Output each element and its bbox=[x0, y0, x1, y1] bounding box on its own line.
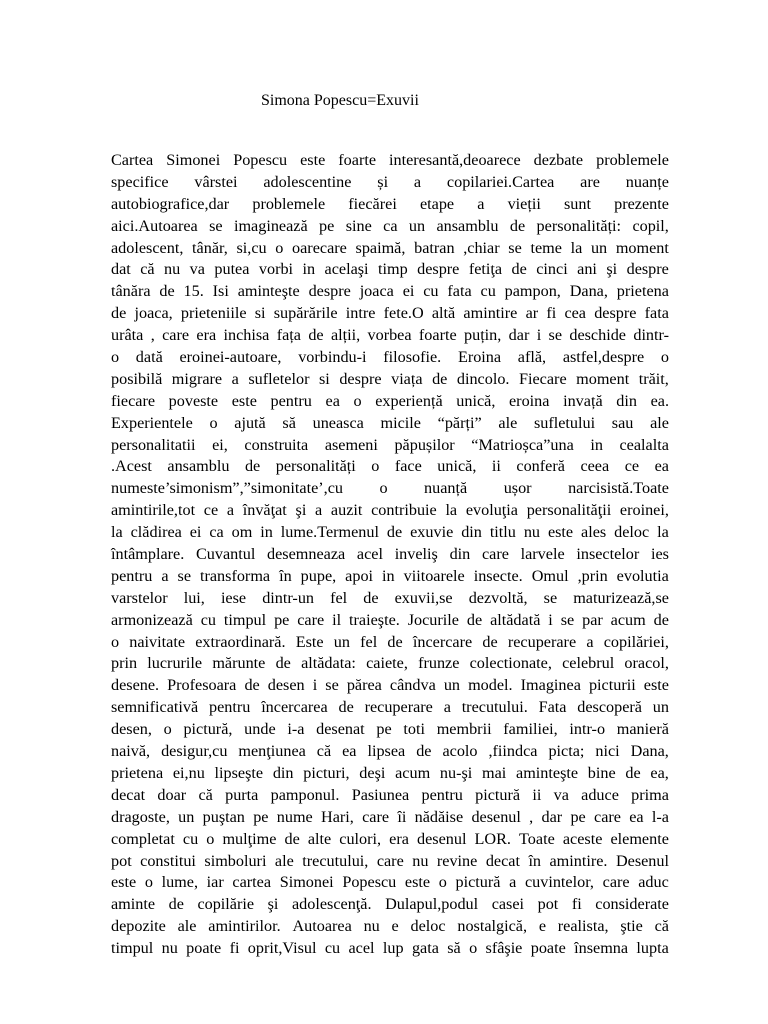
document-body bbox=[111, 150, 669, 960]
text-line: urâta , care era inchisa fața de alții, vorbea foarte puțin, dar i se deschide dintr- bbox=[111, 326, 669, 345]
text-line: .Acest ansamblu de personalități o face unică, ii conferă ceea ce ea bbox=[111, 457, 669, 476]
text-line: desen, o pictură, unde i-a desenat pe toti membrii familiei, intr-o manieră bbox=[111, 720, 669, 739]
text-line: armonizează cu timpul pe care il traieşte. Jocurile de altădată i se par acum de bbox=[111, 610, 669, 629]
text-line: dragoste, un puştan pe nume Hari, care îi nădăise desenul , dar pe care ea l-a bbox=[111, 807, 669, 826]
text-line: varstelor lui, iese dintr-un fel de exuvii,se dezvoltă, se maturizează,se bbox=[111, 588, 669, 607]
text-line: specifice vârstei adolescentine și a copilariei.Cartea are nuanțe bbox=[111, 172, 669, 191]
text-line: numeste’simonism”,”simonitate’,cu o nuanță ușor narcisistă.Toate bbox=[111, 479, 669, 498]
text-line: amintirile,tot ce a învăţat şi a auzit contribuie la evoluţia personalităţii eroinei, bbox=[111, 501, 669, 520]
text-line: semnificativă pentru încercarea de recuperare a trecutului. Fata descoperă un bbox=[111, 698, 669, 717]
text-line: depozite ale amintirilor. Autoarea nu e deloc nostalgică, e realista, ştie că bbox=[111, 917, 669, 936]
text-line: o dată eroinei-autoare, vorbindu-i filosofie. Eroina află, astfel,despre o bbox=[111, 348, 669, 367]
text-line: dat că nu va putea vorbi in acelaşi timp despre fetiţa de cinci ani şi despre bbox=[111, 260, 669, 279]
text-line: Experientele o ajută să uneasca micile “părți” ale sufletului sau ale bbox=[111, 413, 669, 432]
text-line: prietena ei,nu lipseşte din picturi, deşi acum nu-şi mai aminteşte bine de ea, bbox=[111, 763, 669, 782]
text-line: o naivitate extraordinară. Este un fel de încercare de recuperare a copilăriei, bbox=[111, 632, 669, 651]
text-line: de joaca, prieteniile si supărările intre fete.O altă amintire ar fi cea despre fata bbox=[111, 304, 669, 323]
text-line: prin lucrurile mărunte de altădata: caiete, frunze colectionate, celebrul oracol, bbox=[111, 654, 669, 673]
text-line: tânăra de 15. Isi aminteşte despre joaca ei cu fata cu pampon, Dana, prietena bbox=[111, 282, 669, 301]
text-line: fiecare poveste este pentru ea o experiență unică, eroina invață din ea. bbox=[111, 391, 669, 410]
text-line: pot constitui simboluri ale trecutului, care nu revine decat în amintire. Desenul bbox=[111, 851, 669, 870]
text-line: este o lume, iar cartea Simonei Popescu este o pictură a cuvintelor, care aduc bbox=[111, 873, 669, 892]
text-line: la clădirea ei ca om in lume.Termenul de exuvie din titlu nu este ales deloc la bbox=[111, 523, 669, 542]
text-line: autobiografice,dar problemele fiecărei etape a vieții sunt prezente bbox=[111, 194, 669, 213]
text-line: personalitatii ei, construita asemeni păpușilor “Matrioșca”una in cealalta bbox=[111, 435, 669, 454]
text-line: Cartea Simonei Popescu este foarte interesantă,deoarece dezbate problemele bbox=[111, 151, 669, 169]
text-line: întâmplare. Cuvantul desemneaza acel inveliş din care larvele insectelor ies bbox=[111, 545, 669, 564]
text-line: decat doar că purta pamponul. Pasiunea pentru pictură ii va aduce prima bbox=[111, 785, 669, 804]
text-line: aminte de copilărie şi adolescenţă. Dulapul,podul casei pot fi considerate bbox=[111, 895, 669, 914]
text-line: desene. Profesoara de desen i se părea cândva un model. Imaginea picturii este bbox=[111, 676, 669, 695]
text-line: posibilă migrare a sufletelor si despre viața de dincolo. Fiecare moment trăit, bbox=[111, 369, 669, 388]
text-line: completat cu o mulţime de alte culori, era desenul LOR. Toate aceste elemente bbox=[111, 829, 669, 848]
text-line: naivă, desigur,cu menţiunea că ea lipsea de acolo ,fiindca picta; nici Dana, bbox=[111, 742, 669, 761]
text-line: pentru a se transforma în pupe, apoi in viitoarele insecte. Omul ,prin evolutia bbox=[111, 566, 669, 585]
text-line: aici.Autoarea se imaginează pe sine ca un ansamblu de personalități: copil, bbox=[111, 216, 669, 235]
text-line: timpul nu poate fi oprit,Visul cu acel lup gata să o sfâşie poate însemna lupta bbox=[111, 939, 669, 958]
text-line: adolescent, tânăr, si,cu o oarecare spaimă, batran ,chiar se teme la un moment bbox=[111, 238, 669, 257]
document-title: Simona Popescu=Exuvii bbox=[261, 92, 419, 109]
